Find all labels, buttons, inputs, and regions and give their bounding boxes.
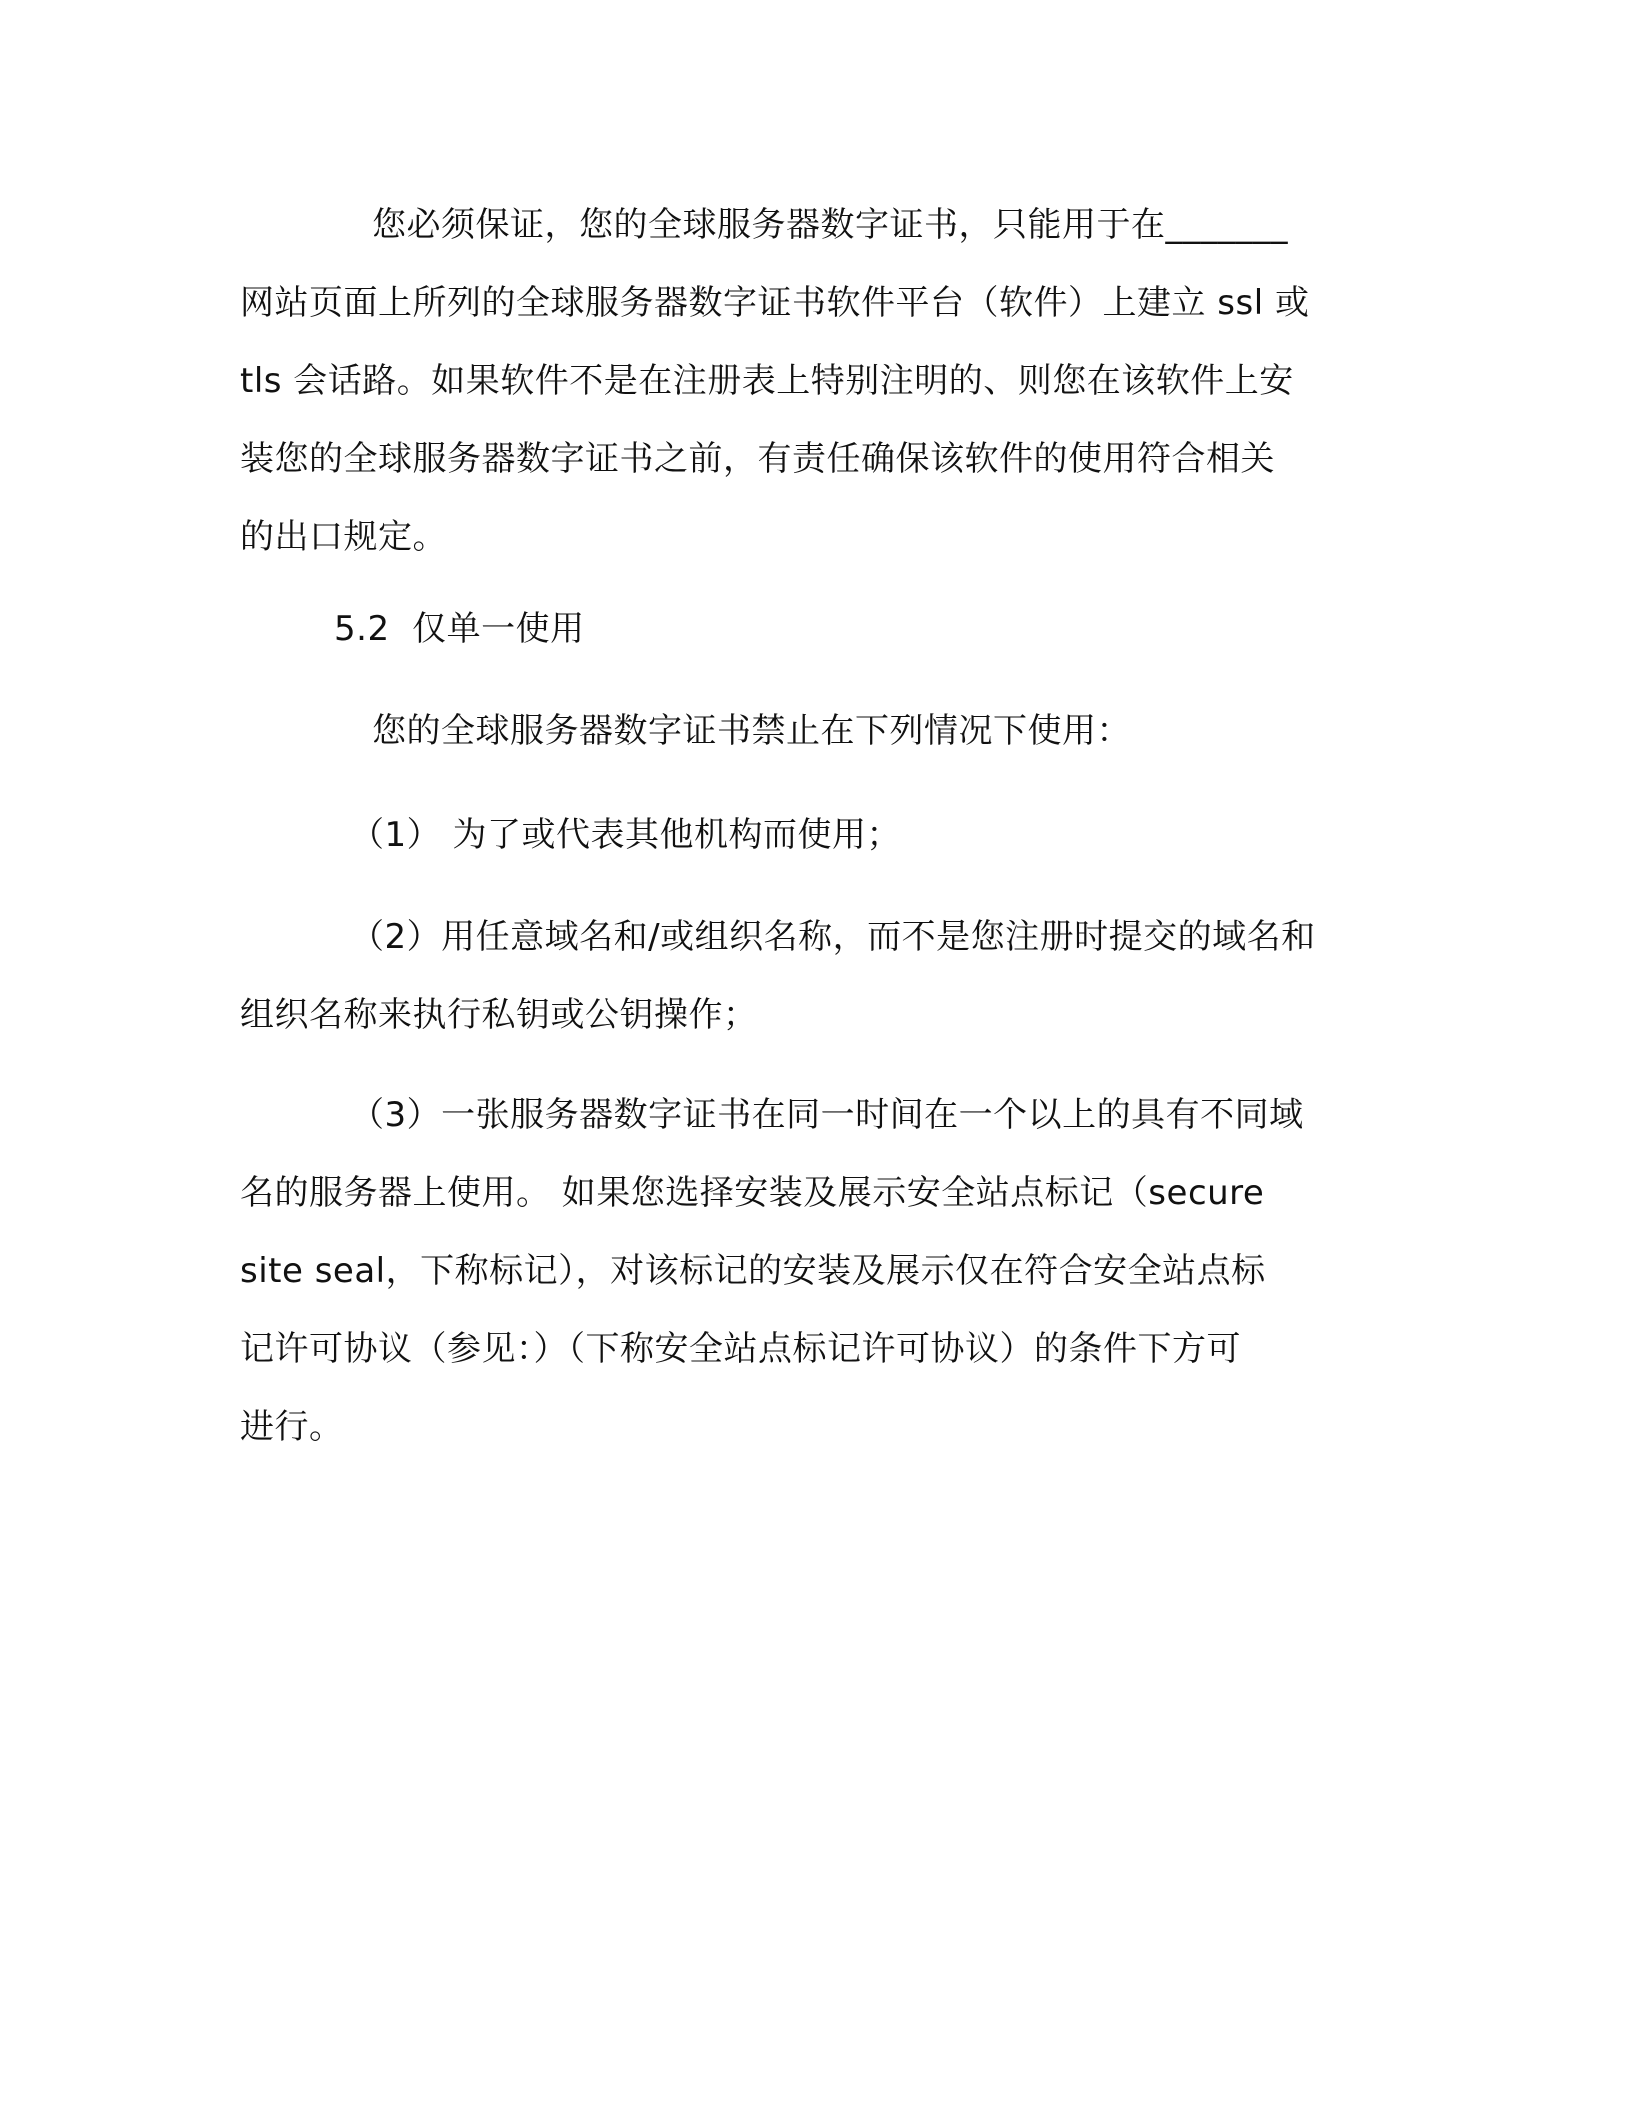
paragraph-line: 装您的全球服务器数字证书之前，有责任确保该软件的使用符合相关: [240, 439, 1275, 479]
list-item-1: [240, 796, 1400, 874]
paragraph-line: 网站页面上所列的全球服务器数字证书软件平台（软件）上建立 ssl 或: [240, 283, 1310, 323]
paragraph-line: 的出口规定。: [240, 517, 447, 557]
paragraph-certificate-usage: [240, 186, 1400, 576]
paragraph-line: tls 会话路。如果软件不是在注册表上特别注明的、则您在该软件上安: [240, 361, 1294, 401]
list-item-line: 进行。: [240, 1407, 344, 1447]
list-item-line: 记许可协议（参见：）（下称安全站点标记许可协议）的条件下方可: [240, 1329, 1241, 1369]
section-heading-text: 5.2 仅单一使用: [334, 609, 585, 649]
section-heading: [240, 590, 1400, 668]
list-item-line: （1） 为了或代表其他机构而使用；: [350, 815, 901, 855]
list-item-line: （3）一张服务器数字证书在同一时间在一个以上的具有不同域: [350, 1095, 1304, 1135]
paragraph-prohibited-use: [240, 692, 1400, 770]
list-item-line: site seal，下称标记），对该标记的安装及展示仅在符合安全站点标: [240, 1251, 1266, 1291]
list-item-3: [240, 1076, 1400, 1466]
paragraph-line: 您的全球服务器数字证书禁止在下列情况下使用：: [372, 711, 1131, 751]
list-item-line: 组织名称来执行私钥或公钥操作；: [240, 995, 758, 1035]
list-item-line: 名的服务器上使用。 如果您选择安装及展示安全站点标记（secure: [240, 1173, 1265, 1213]
list-item-2: [240, 898, 1400, 1054]
paragraph-line: 您必须保证，您的全球服务器数字证书，只能用于在_______: [372, 205, 1288, 245]
list-item-line: （2）用任意域名和/或组织名称，而不是您注册时提交的域名和: [350, 917, 1316, 957]
